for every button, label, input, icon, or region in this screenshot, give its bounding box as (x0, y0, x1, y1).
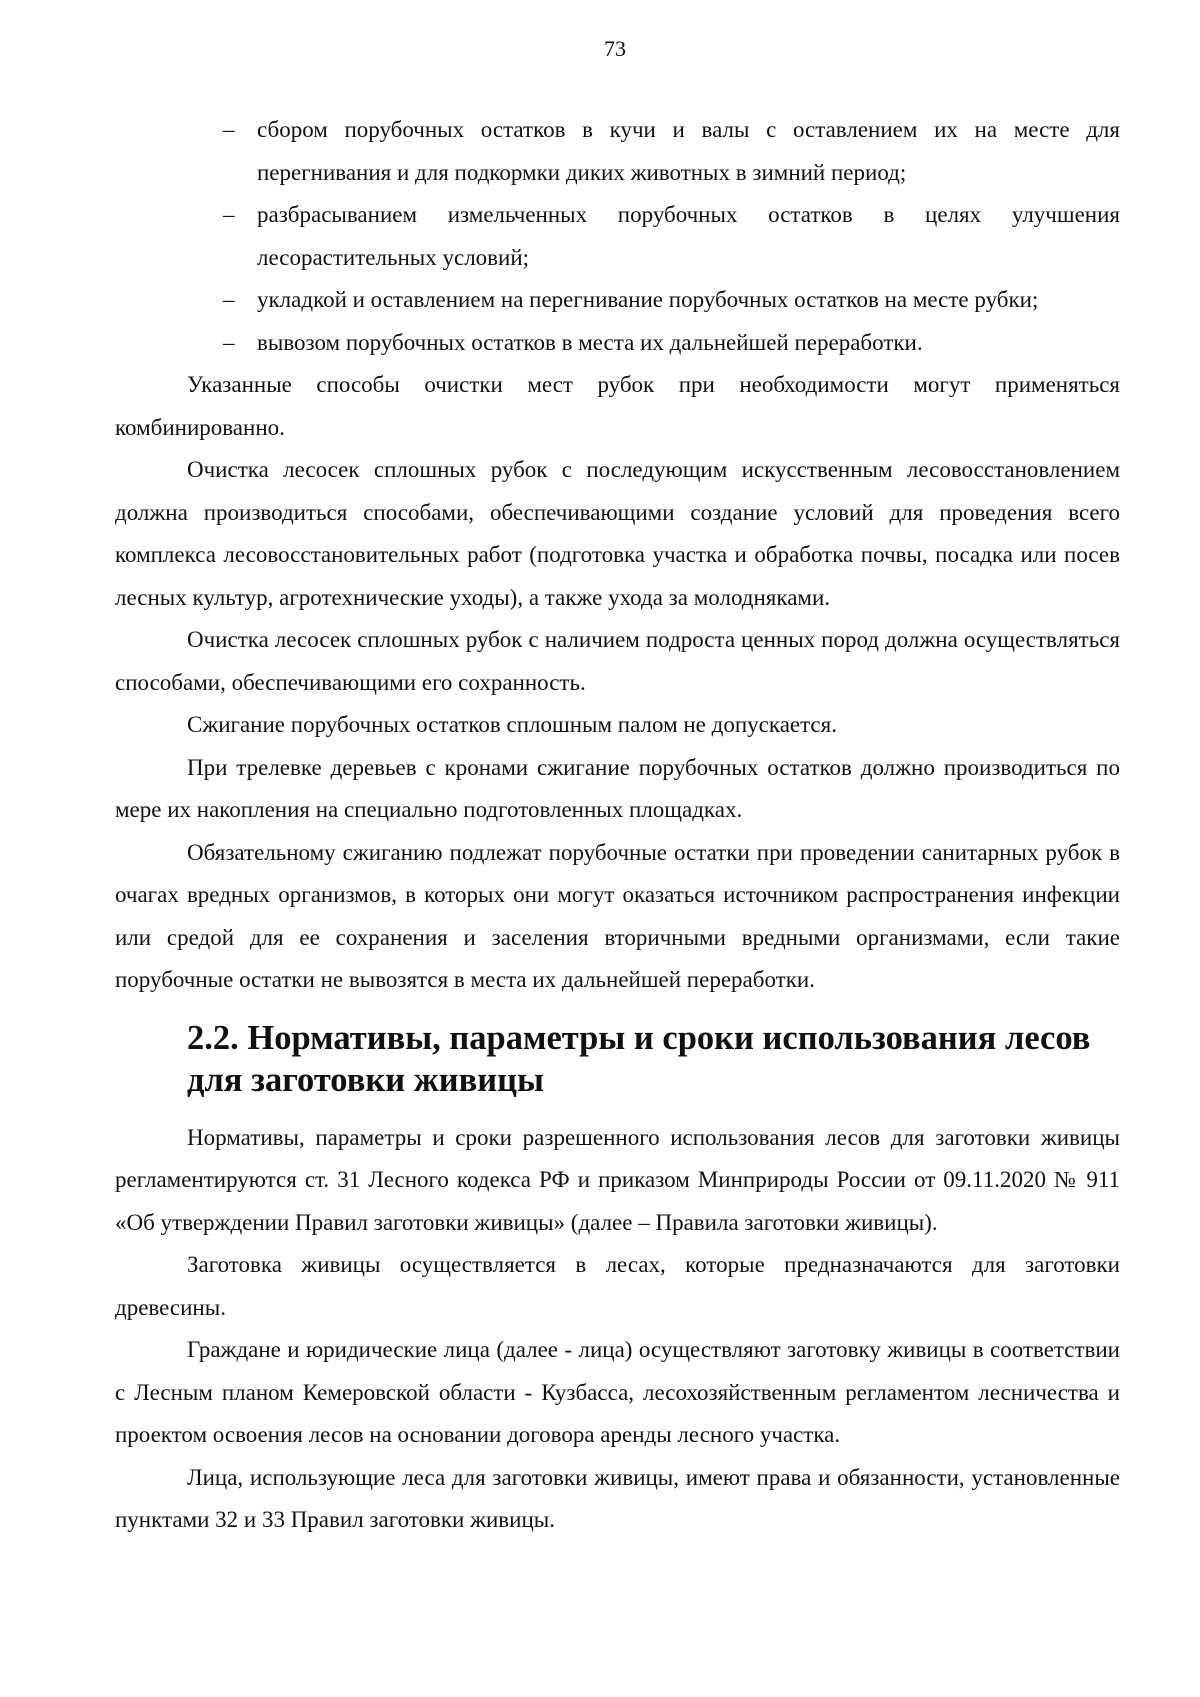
list-item-text: разбрасыванием измельченных порубочных остатков в целях улучшения лесорастительных условий; (257, 202, 1120, 270)
paragraph-mandatory-burning: Обязательному сжиганию подлежат порубочные остатки при проведении санитарных рубок в очагах вредных организмов, в которых они могут оказаться источником распространения инфекции или средой для ее сохранения и заселения вторичными вредными организмами, если такие порубочные остатки не вывозятся в места их дальнейшей переработки. (115, 839, 1120, 992)
page-number: 73 (604, 36, 626, 61)
bullet-marker: – (223, 202, 235, 227)
list-item-text: сбором порубочных остатков в кучи и валы с оставлением их на месте для перегнивания и для подкормки диких животных в зимний период; (257, 117, 1120, 185)
paragraph-burning-prohibited: Сжигание порубочных остатков сплошным палом не допускается. (187, 712, 837, 737)
list-item-text: укладкой и оставлением на перегнивание порубочных остатков на месте рубки; (257, 287, 1039, 312)
paragraph-clearcut-reforestation: Очистка лесосек сплошных рубок с последующим искусственным лесовосстановлением должна производиться способами, обеспечивающими создание условий для проведения всего комплекса лесовосстановительных работ (подготовка участка и обработка почвы, посадка или посев лесных культур, агротехнические уходы), а также ухода за молодняками. (115, 457, 1120, 610)
bullet-marker: – (223, 287, 235, 312)
list-item (115, 194, 1120, 279)
list-item (115, 109, 1120, 194)
paragraph-skidding-burning: При трелевке деревьев с кронами сжигание порубочных остатков должно производиться по мере их накопления на специально подготовленных площадках. (115, 754, 1120, 822)
paragraph-resin-forests: Заготовка живицы осуществляется в лесах, которые предназначаются для заготовки древесины. (115, 1252, 1120, 1320)
bullet-marker: – (223, 329, 235, 355)
bullet-marker: – (223, 117, 235, 142)
paragraph-combined-methods: Указанные способы очистки мест рубок при необходимости могут применяться комбинированно. (115, 372, 1120, 440)
list-item (115, 279, 1120, 322)
paragraph-rights-obligations: Лица, использующие леса для заготовки живицы, имеют права и обязанности, установленные пунктами 32 и 33 Правил заготовки живицы. (115, 1464, 1120, 1532)
list-item-text: вывозом порубочных остатков в места их дальнейшей переработки. (257, 329, 923, 355)
section-heading: 2.2. Нормативы, параметры и сроки использования лесов для заготовки живицы (187, 1018, 1091, 1099)
page-content (115, 109, 1120, 1542)
paragraph-resin-harvesters: Граждане и юридические лица (далее - лица) осуществляют заготовку живицы в соответствии с Лесным планом Кемеровской области - Кузбасса, лесохозяйственным регламентом лесничества и проектом освоения лесов на основании договора аренды лесного участка. (115, 1337, 1120, 1447)
paragraph-resin-regulations: Нормативы, параметры и сроки разрешенного использования лесов для заготовки живицы регламентируются ст. 31 Лесного кодекса РФ и приказом Минприроды России от 09.11.2020 № 911 «Об утверждении Правил заготовки живицы» (далее – Правила заготовки живицы). (115, 1124, 1120, 1235)
paragraph-undergrowth-preservation: Очистка лесосек сплошных рубок с наличием подроста ценных пород должна осуществляться способами, обеспечивающими его сохранность. (115, 627, 1120, 695)
bullet-list (115, 109, 1120, 364)
list-item (115, 322, 1120, 365)
